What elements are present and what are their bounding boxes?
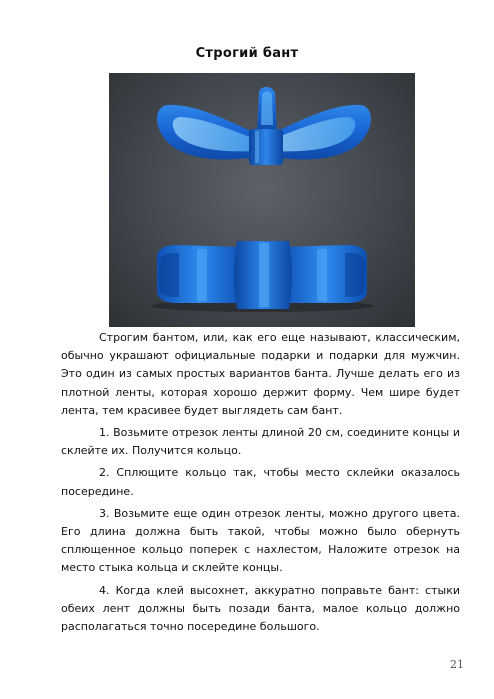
- bottom-bow: [150, 241, 374, 312]
- step-3: 3. Возьмите еще один отрезок ленты, можно другого цвета. Его длина должна быть такой, чтобы можно было обернуть сплющенное кольцо поперек с нахлестом, Наложите отрезок на место стыка кольца и склейте концы.: [61, 506, 460, 575]
- step-2: 2. Сплющите кольцо так, чтобы место склейки оказалось посередине.: [61, 466, 460, 498]
- article-body: [61, 329, 460, 636]
- paragraph-intro: Строгим бантом, или, как его еще называют, классическим, обычно украшают официальные подарки и подарки для мужчин. Это один из самых простых вариантов банта. Лучше делать его из плотной ленты, которая хорошо держит форму. Чем шире будет лента, тем красивее будет выглядеть сам бант.: [61, 331, 460, 417]
- bow-illustration: [109, 73, 415, 327]
- page-number: 21: [450, 658, 464, 671]
- step-4: 4. Когда клей высохнет, аккуратно поправьте бант: стыки обеих лент должны быть позади банта, малое кольцо должно располагаться точно посередине большого.: [61, 583, 460, 634]
- step-1: 1. Возьмите отрезок ленты длиной 20 см, соедините концы и склейте их. Получится кольцо.: [61, 426, 460, 458]
- bow-illustration-svg: [109, 73, 415, 327]
- top-bow: [157, 87, 371, 165]
- page-title: Строгий бант: [195, 46, 299, 61]
